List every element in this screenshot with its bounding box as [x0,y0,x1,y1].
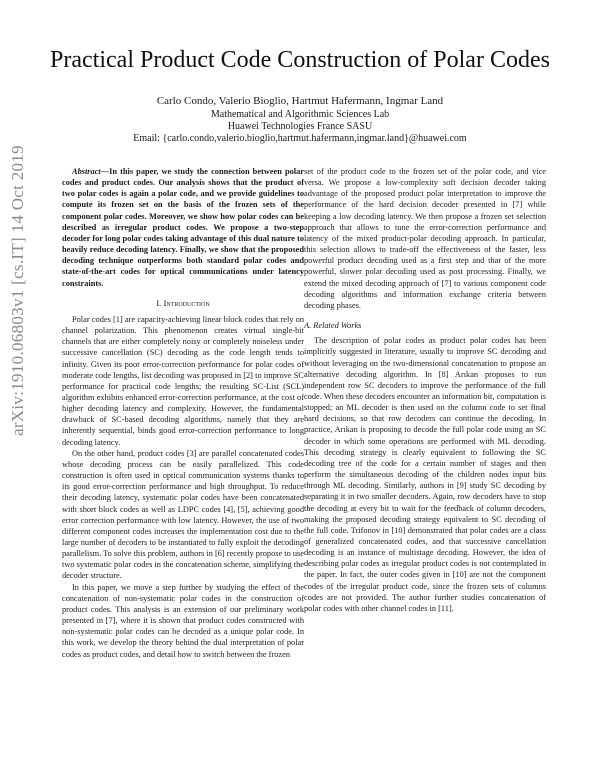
abstract [62,166,304,289]
left-column [62,166,304,660]
related-works-paragraph: The description of polar codes as product polar codes has been implicitly suggested in literature, usually to improve SC decoding and without leveraging on the two-dimensional concatenation to propose an alternative decoding algorithm. In [8] Arıkan proposes to run independent row SC decoders to improve the performance of the full code. When these decoders encounter an information bit, computation is stopped; an ML decoder is then used on the column code to set final hard decisions, so that row decoders can continue the decoding. In practice, Arıkan is proposing to decode the full polar code using an SC decoder in which some operations are performed with ML decoding. This decoding strategy is clearly equivalent to following the SC decoding tree of the code for a certain number of stages and then perform the simultaneous decoding of the children nodes input bits through ML decoding. Similarly, authors in [9] study SC decoding by separating it in two smaller decoders. Again, row decoders have to stop the decoding at every bit to wait for the feedback of column decoders, making the proposed decoding strategy equivalent to SC decoding of the full code. Trifonov in [10] demonstrated that polar codes are a class of generalized concatenated codes, and that successive cancellation decoding is an instance of multistage decoding. However, the idea of describing polar codes as irregular product codes is not contemplated in the paper. In fact, the outer codes given in [10] are not the component codes of the irregular product code, since the frozen sets of columns codes are not provided. The author further studies concatenation of polar codes with other channel codes in [11]. [304,336,546,613]
affiliation-lab: Mathematical and Algorithmic Sciences Lab [210,109,390,120]
arxiv-identifier: arXiv:1910.06803v1 [cs.IT] 14 Oct 2019 [8,145,27,436]
abstract-label: Abstract [72,167,101,176]
affiliation-company: Huawei Technologies France SASU [227,121,373,132]
intro-paragraph-3-continued: set of the product code to the frozen set of the polar code, and vice versa. We propose a low-complexity soft decision decoder taking advantage of the proposed product polar interpretation to improve the performance of the hard decision decoder presented in [7] while keeping a low decoding latency. We then propose a frozen set selection approach that allows to tune the error-correction performance and latency of the mixed product-polar decoding approach. In particular, this selection allows to trade-off the effectiveness of the faster, less powerful product decoding used as a first step and that of the more powerful, slower polar decoding used as post processing. Finally, we extend the mixed decoding approach of [7] to various component code decoding algorithms and information exchange criteria between decoding phases. [304,167,546,310]
author-email: Email: {carlo.condo,valerio.bioglio,hartmut.hafermann,ingmar.land}@huawei.com [133,133,467,144]
abstract-text: —In this paper, we study the connection between polar codes and product codes. Our analysis shows that the product of two polar codes is again a polar code, and we provide guidelines to compute its frozen set on the basis of the frozen sets of the component polar codes. Moreover, we show how polar codes can be described as irregular product codes. We propose a two-step decoder for long polar codes taking advantage of this dual nature to heavily reduce decoding latency. Finally, we show that the proposed decoding technique outperforms both standard polar codes and state-of-the-art codes for optical communications under latency constraints. [62,167,304,288]
right-column [304,166,546,614]
intro-paragraph-3: In this paper, we move a step further by studying the effect of the concatenation of non-systematic polar codes in the construction of product codes. This analysis is an extension of our preliminary work presented in [7], where it is shown that product codes constructed with non-systematic polar codes can be decoded as a unique polar code. In this work, we develop the theory behind the dual interpretation of polar codes as product codes, and detail how to switch between the frozen [62,582,304,659]
intro-paragraph-1: Polar codes [1] are capacity-achieving linear block codes that rely on channel polarization. This phenomenon creates virtual single-bit channels that are either completely noisy or completely noiseless under successive cancellation (SC) decoding as the code length tends to infinity. Given its poor error-correction performance for polar codes of moderate code lengths, list decoding was proposed in [2] to improve SC performance for practical code lengths; the resulting SC-List (SCL) algorithm exhibits enhanced error-correction performance, at the cost of higher decoding latency and complexity. However, the fundamental drawback of SC-based decoding algorithms, namely that they are inherently sequential, binds good error-correction performance to long decoding latency. [62,314,304,447]
intro-paragraph-2: On the other hand, product codes [3] are parallel concatenated codes whose decoding process can be easily parallelized. This code construction is often used in optical communication systems thanks to its good error-correction performance and high throughput. To reduce their decoding latency, systematic polar codes have been concatenated with short block codes as well as LDPC codes [4], [5], achieving good error correction performance with low latency. However, the use of two different component codes increases the implementation cost due to the large number of decoders to be instantiated to fully exploit the decoding parallelism. To solve this problem, authors in [6] recently propose to use two systematic polar codes in the concatenation scheme, simplifying the decoder structure. [62,448,304,581]
author-list: Carlo Condo, Valerio Bioglio, Hartmut Hafermann, Ingmar Land [156,95,444,107]
subsection-heading-related-works: A. Related Works [304,321,362,331]
paper-title: Practical Product Code Construction of Polar Codes [50,47,550,73]
section-heading-introduction: I. Introduction [156,297,210,308]
